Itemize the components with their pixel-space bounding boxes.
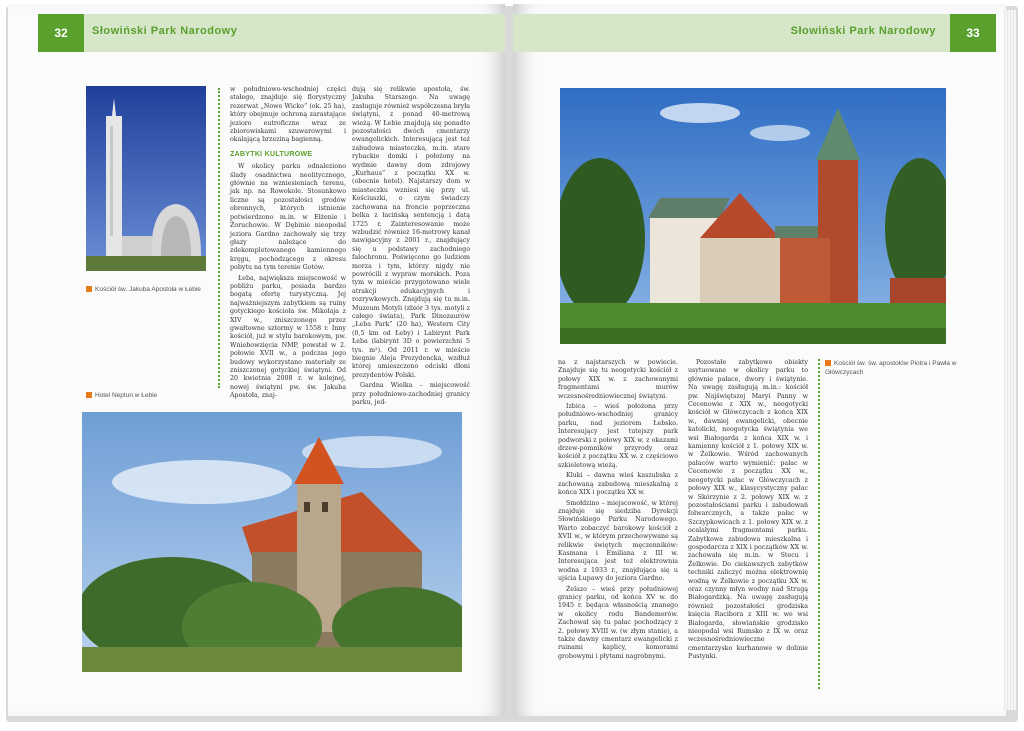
left-header-bar: [38, 14, 505, 52]
caption-hotel-text: Hotel Neptun w Łebie: [95, 392, 158, 399]
right-dotted-rule: [818, 359, 820, 689]
right-running-title: Słowiński Park Narodowy: [790, 25, 936, 37]
caption-marker-icon: [86, 286, 92, 292]
caption-church-glowczyce: [825, 359, 965, 377]
caption-marker-icon: [825, 360, 831, 366]
section-heading-zabytki: ZABYTKI KULTUROWE: [230, 150, 313, 158]
left-col1-para3: Łeba, największa miejscowość w pobliżu parku, posiada bardzo bogatą ofertę turystyczną. Jej najważniejszym zabytkiem są ruiny gotyckiego kościoła św. Mikołaja z XIV w., zniszczonego przez gwałtowne sztormy w 1558 r. Inny kościół, już w stylu barokowym, pw. Wniebowzięcia NMP, powstał w 2. połowie XVII w., a podczas jego budowy wykorzystano materiały ze zniszczonej gotyckiej świątyni. Od 20 kwietnia 2008 r. w kolejnej, nowej świątyni pw. św. Jakuba Apostoła, znaj-: [230, 274, 346, 400]
left-col2-para2: Gardna Wielka – miejscowość przy południowo-zachodniej granicy parku, jed-: [352, 382, 470, 407]
left-page: [8, 4, 505, 716]
right-col1-para5: Żelazo – wieś przy południowej granicy parku, od końca XV w. do 1945 r. będąca własnością znanego w okolicy rodu Bandemerów. Zachował się tu pałac pochodzący z 2. połowy XVIII w. (w złym stanie), a także dawny cmentarz ewangelicki z ruinami kaplicy, komorami grobowymi i płytami nagrobnymi.: [558, 585, 678, 660]
church-photo-leba: [86, 86, 206, 271]
church-photo-glowczyce: [560, 88, 946, 344]
left-dotted-rule: [218, 88, 220, 388]
left-page-number: 32: [38, 14, 84, 52]
left-running-title: Słowiński Park Narodowy: [92, 25, 238, 37]
right-text-column-1: [558, 359, 678, 663]
left-text-column-2: [352, 86, 470, 409]
caption-church-text: Kościół św. Jakuba Apostoła w Łebie: [95, 286, 201, 293]
right-page: [513, 4, 1006, 716]
caption-church-leba: [86, 285, 216, 294]
right-col1-para4: Smołdzino – miejscowość, w której znajduje się siedziba Dyrekcji Słowińskiego Parku Narodowego. Warto zobaczyć barokowy kościół z XVII w., w którym przechowywane są relikwie świętych męczenników: Kasmana i Emiliana z III w. Interesująca jest też elektrownia wodna z 1933 r., znajdująca się u ujścia Łupawy do jeziora Gardno.: [558, 499, 678, 583]
caption-glowczyce-text: Kościół św. św. apostołów Piotra i Pawła w Główczycach: [825, 360, 957, 376]
hotel-neptun-photo: [82, 412, 462, 672]
page-edge: [1004, 10, 1016, 710]
left-col1-para2: W okolicy parku odnaleziono ślady osadnictwa neolitycznego, głównie na wzniesieniach terenu, jak np. na Rowokole. Stosunkowo liczne są pozostałości grodów obronnych, których istnienie potwierdzono m.in. w Ełżenie i Żoruchowie. W Dębinie nieopodal jeziora Gardno zachowały się trzy głazy należące do zdekompletowanego kamiennego kręgu, pochodzącego z okresu pobytu na tym terenie Gotów.: [230, 163, 346, 272]
caption-hotel-neptun: [86, 391, 216, 400]
right-col1-para3: Kluki – dawna wieś kaszubska z zachowaną zabudową mieszkalną z końca XIX i początku XX w.: [558, 472, 678, 497]
left-col2-para1: dują się relikwie apostoła, św. Jakuba Starszego. Na uwagę zasługuje również współczesna bryła świątyni, z ponad 40-metrową wieżą. W Łebie znajdują się ponadto pozostałości dwóch cmentarzy ewangelickich. Interesującą jest też zabudowa miasteczka, m.in. stare rybackie domki i położony na wydmie dawny dom zdrojowy „Kurhaus” z początku XX w. (obecnie hotel). Najstarszy dom w miasteczku wzniesi się przy ul. Kościuszki, o czym świadczy zachowana na froncie poprzeczna belka z łacińską sentencją i datą 1725 r. Zainteresowanie może wzbudzić również 16-metrowy kanał nawigacyjny z 2001 r., znajdujący się u podstawy zachodniego falochronu. Poświęcono go ludziom morza i tym, którzy nigdy nie powrócili z wypraw morskich. Poza tym w mieście przygotowano wiele atrakcji edukacyjnych i rozrywkowych. Znajdują się tu m.in. Muzeum Motyli (zbiór 3 tys. motyli z całego świata), Park Dinozaurów „Łeba Park” (20 ha), Western City (0,5 km od Łeby) i Labirynt Park Łeba (labirynt 3D o powierzchni 5 tys. m²). Od 2011 r. w mieście biegnie Aleja Prezydencka, wzdłuż której umieszczono odciski dłoni prezydentów Polski.: [352, 86, 470, 379]
caption-marker-icon: [86, 392, 92, 398]
right-col1-para2: Izbica – wieś położona przy południowo-wschodniej granicy parku, nad jeziorem Łebsko. Interesujący jest tutejszy park podworski z połowy XIX w. z okazami drzew-pomników przyrody oraz kościół z początku XX w. z częściowo szkieletową wieżą.: [558, 403, 678, 469]
right-page-number: 33: [950, 14, 996, 52]
right-col1-para1: na z najstarszych w powiecie. Znajduje się tu neogotycki kościół z połowy XIX w. z zachowanymi fragmentami murów wczesnośredniowiecznej świątyni.: [558, 359, 678, 400]
right-header-bar: [513, 14, 996, 52]
right-col2-para1: Pozostałe zabytkowe obiekty usytuowane w okolicy parku to głównie pałace, dwory i świątynie. Na uwagę zasługują m.in.: kościół pw. Najświętszej Maryi Panny w Cecenowie z XIX w., neogotycki kościół w Główczycach z końca XIX w., dawniej ewangelicki, obecnie katolicki, neogotycka świątynia we wsi Białogarda z końca XIX w. i kamienny kościół z 1. połowy XIX w. w Żelkowie. Wśród zachowanych pałaców warto wymienić: pałac w Cecenowie z początku XX w., neogotycki pałac w Główczycach z połowy XIX w., klasycystyczny pałac w Skórzynie z 2. połowy XIX w. z pozostałościami parku i zabudowań folwarcznych, a także pałac w Szczypkowicach z 1. połowy XIX w. z ocalałymi fragmentami parku. Zabytkowa zabudowa mieszkalna i gospodarcza z XIX i początków XX w. zachowała się m.in. w Stecu i Żelkowie. Do ciekawszych zabytków techniki zaliczyć można elektrownię wodną w Żelkowie z początku XX w. oraz czynny młyn wodny nad Strugą Białogardzką. Na uwagę zasługują również pozostałości grodziska księcia Racibora z XIII w. we wsi Białogarda, słowiańskie grodzisko nieopodal wsi Rumsko z IX w. oraz wczesnośredniowieczne cmentarzysko kurhanowe w dolinie Pustynki.: [688, 359, 808, 661]
left-col1-para1: w południowo-wschodniej części stałego, znajduje się florystyczny rezerwat „Nowe Wicko” (ok. 25 ha), który obejmuje ochroną zarastające jezioro eutroficzne wraz ze zbiorowiskami szuwarowymi i okalającą brzeziną bagienną.: [230, 86, 346, 144]
right-text-column-2: [688, 359, 808, 664]
left-text-column-1: [230, 86, 346, 403]
